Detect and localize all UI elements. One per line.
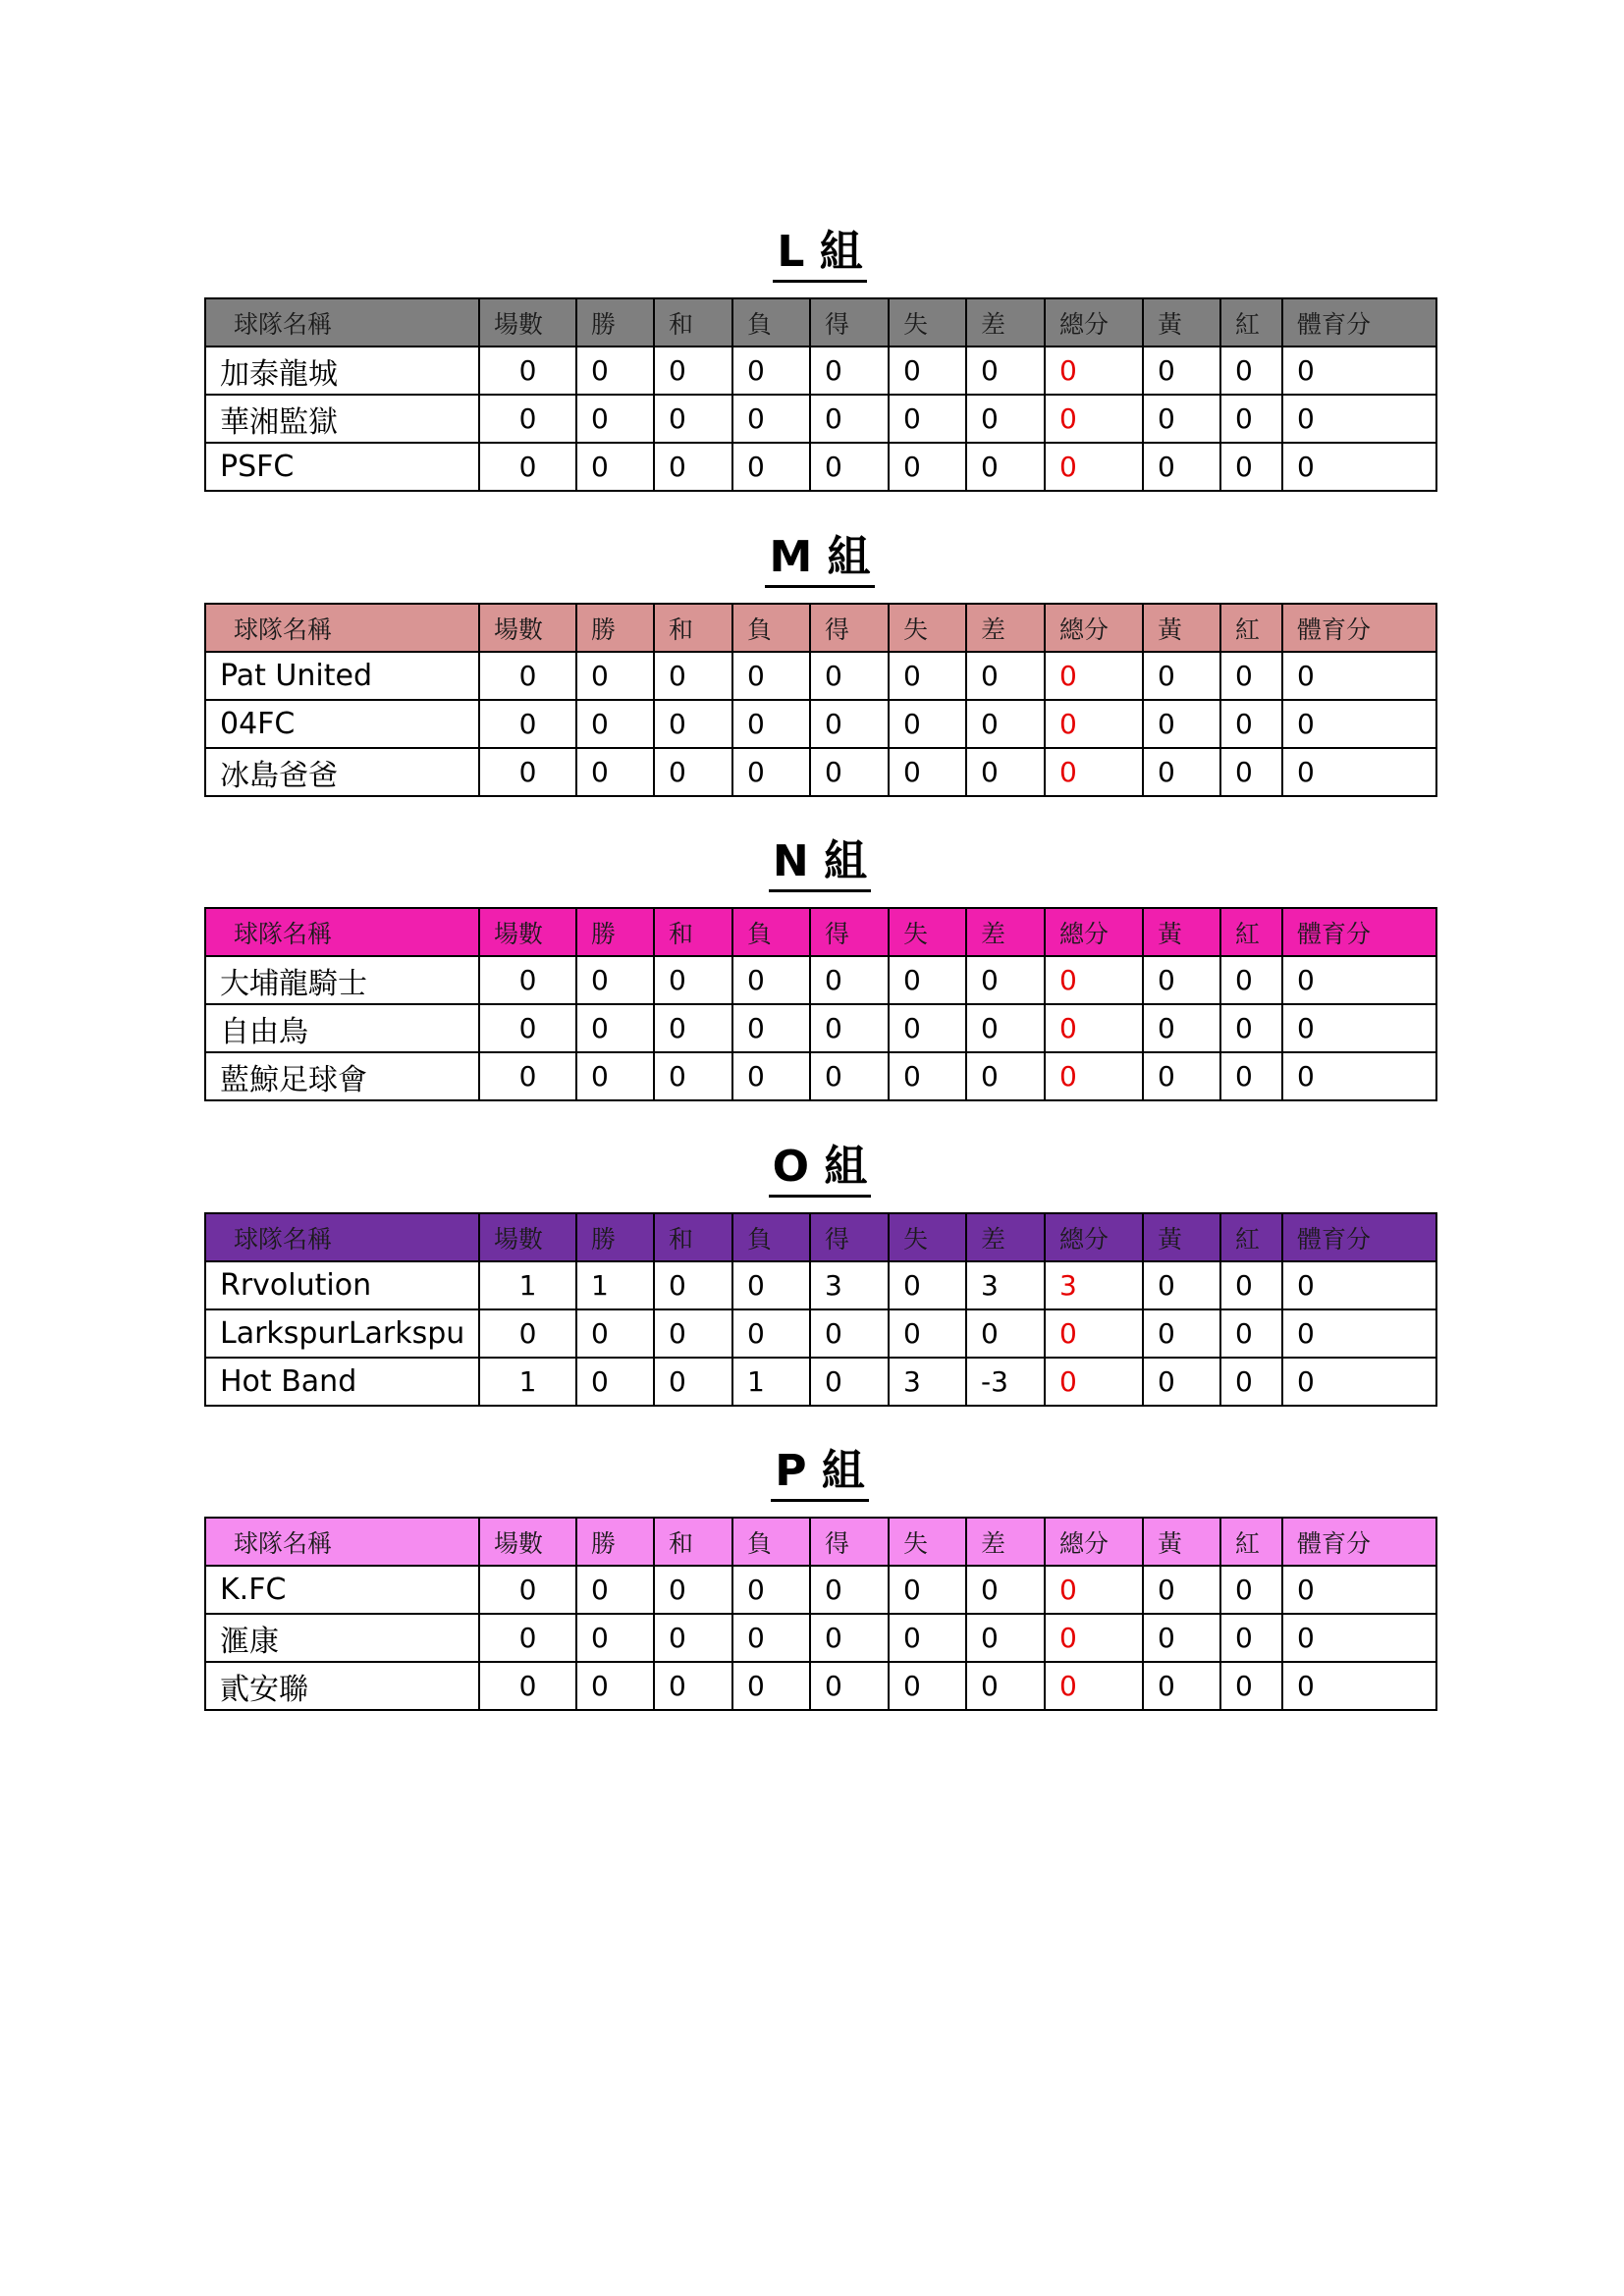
column-header: 勝 [576,1213,654,1261]
stat-cell: 0 [576,443,654,491]
group-title [204,830,1435,893]
stat-cell: 0 [1143,1358,1220,1406]
stat-cell: 0 [732,395,810,443]
stat-cell: 0 [1282,395,1436,443]
column-header: 場數 [479,1213,576,1261]
stat-cell: 0 [889,956,966,1004]
column-header: 和 [654,298,732,347]
stat-cell: 0 [810,1614,889,1662]
stat-cell: 0 [576,1004,654,1052]
stat-cell: 0 [966,1309,1045,1358]
stat-cell: 3 [810,1261,889,1309]
column-header: 差 [966,1213,1045,1261]
stat-cell: 0 [732,1004,810,1052]
column-header: 體育分 [1282,298,1436,347]
stat-cell: 0 [810,748,889,796]
stat-cell: 0 [732,1261,810,1309]
column-header: 和 [654,604,732,652]
column-header: 體育分 [1282,1518,1436,1566]
stat-cell: 1 [576,1261,654,1309]
group-title-text: P 組 [771,1444,869,1502]
column-header: 球隊名稱 [205,1213,479,1261]
stat-cell: 0 [732,1662,810,1710]
standings-table [204,1517,1437,1711]
column-header: 紅 [1220,1518,1282,1566]
column-header: 總分 [1045,298,1143,347]
column-header: 紅 [1220,604,1282,652]
column-header: 紅 [1220,1213,1282,1261]
stat-cell: 0 [479,748,576,796]
column-header: 負 [732,604,810,652]
table-row [205,443,1436,491]
total-points-cell: 0 [1045,443,1143,491]
team-name: 04FC [205,700,479,748]
stat-cell: 0 [654,1309,732,1358]
standings-table [204,603,1437,797]
column-header: 得 [810,1518,889,1566]
stat-cell: 0 [576,652,654,700]
stat-cell: 0 [889,652,966,700]
stat-cell: 0 [889,748,966,796]
total-points-cell: 0 [1045,395,1143,443]
standings-table [204,907,1437,1101]
column-header: 得 [810,604,889,652]
column-header: 失 [889,1518,966,1566]
stat-cell: 0 [889,395,966,443]
column-header: 總分 [1045,908,1143,956]
stat-cell: 0 [966,1052,1045,1100]
group-title [204,1440,1435,1503]
table-row [205,1358,1436,1406]
table-row [205,347,1436,395]
stat-cell: 0 [654,748,732,796]
stat-cell: 0 [889,1004,966,1052]
stat-cell: 0 [810,1004,889,1052]
stat-cell: 0 [479,1309,576,1358]
column-header: 體育分 [1282,1213,1436,1261]
stat-cell: 0 [1143,347,1220,395]
stat-cell: 0 [810,443,889,491]
stat-cell: 0 [576,1052,654,1100]
stat-cell: 0 [966,347,1045,395]
column-header: 場數 [479,1518,576,1566]
stat-cell: 0 [576,700,654,748]
table-row [205,1662,1436,1710]
stat-cell: 0 [576,1358,654,1406]
column-header: 勝 [576,604,654,652]
total-points-cell: 3 [1045,1261,1143,1309]
table-row [205,748,1436,796]
stat-cell: 0 [654,347,732,395]
column-header: 黃 [1143,604,1220,652]
stat-cell: 0 [732,443,810,491]
column-header: 失 [889,604,966,652]
table-header-row [205,604,1436,652]
column-header: 負 [732,1213,810,1261]
total-points-cell: 0 [1045,1566,1143,1614]
stat-cell: 0 [1282,700,1436,748]
total-points-cell: 0 [1045,1614,1143,1662]
stat-cell: 0 [810,347,889,395]
stat-cell: 0 [654,1261,732,1309]
stat-cell: 0 [654,1052,732,1100]
stat-cell: 0 [479,700,576,748]
column-header: 球隊名稱 [205,298,479,347]
stat-cell: 0 [732,1309,810,1358]
team-name: 大埔龍騎士 [205,956,479,1004]
group-title-text: M 組 [765,530,874,588]
stat-cell: 0 [576,1566,654,1614]
table-row [205,700,1436,748]
column-header: 勝 [576,908,654,956]
stat-cell: 0 [654,1662,732,1710]
stat-cell: 0 [1282,1004,1436,1052]
stat-cell: 0 [810,1662,889,1710]
stat-cell: 0 [1282,748,1436,796]
column-header: 勝 [576,1518,654,1566]
group-title-text: L 組 [773,225,866,283]
stat-cell: 1 [479,1261,576,1309]
stat-cell: 1 [479,1358,576,1406]
stat-cell: 0 [889,1662,966,1710]
total-points-cell: 0 [1045,748,1143,796]
stat-cell: 0 [1282,347,1436,395]
stat-cell: 0 [810,1309,889,1358]
stat-cell: 0 [1220,652,1282,700]
group-title-text: N 組 [769,834,871,892]
stat-cell: 0 [654,1004,732,1052]
column-header: 場數 [479,298,576,347]
stat-cell: 0 [479,347,576,395]
stat-cell: 0 [1143,700,1220,748]
stat-cell: 0 [966,956,1045,1004]
stat-cell: 0 [889,1614,966,1662]
stat-cell: 0 [1143,1261,1220,1309]
stat-cell: 0 [889,347,966,395]
stat-cell: 0 [1143,443,1220,491]
stat-cell: 0 [732,956,810,1004]
column-header: 紅 [1220,298,1282,347]
stat-cell: 0 [810,395,889,443]
table-row [205,1309,1436,1358]
stat-cell: 0 [1143,1614,1220,1662]
stat-cell: 0 [810,1052,889,1100]
stat-cell: 0 [576,1614,654,1662]
total-points-cell: 0 [1045,1309,1143,1358]
stat-cell: 0 [576,347,654,395]
column-header: 失 [889,1213,966,1261]
stat-cell: 0 [654,395,732,443]
table-row [205,395,1436,443]
stat-cell: 0 [810,956,889,1004]
total-points-cell: 0 [1045,700,1143,748]
stat-cell: 0 [966,748,1045,796]
stat-cell: -3 [966,1358,1045,1406]
stat-cell: 0 [1282,1261,1436,1309]
table-row [205,1261,1436,1309]
table-row [205,956,1436,1004]
stat-cell: 0 [1220,1566,1282,1614]
stat-cell: 0 [1143,395,1220,443]
stat-cell: 0 [1143,1566,1220,1614]
table-header-row [205,908,1436,956]
stat-cell: 0 [1220,700,1282,748]
column-header: 得 [810,298,889,347]
total-points-cell: 0 [1045,1662,1143,1710]
stat-cell: 0 [810,1566,889,1614]
stat-cell: 0 [966,1004,1045,1052]
column-header: 差 [966,908,1045,956]
stat-cell: 0 [1282,1566,1436,1614]
column-header: 紅 [1220,908,1282,956]
column-header: 黃 [1143,1213,1220,1261]
stat-cell: 0 [479,1614,576,1662]
stat-cell: 0 [479,1004,576,1052]
stat-cell: 0 [576,956,654,1004]
stat-cell: 0 [810,652,889,700]
stat-cell: 0 [732,748,810,796]
column-header: 場數 [479,908,576,956]
column-header: 負 [732,1518,810,1566]
stat-cell: 0 [1143,1662,1220,1710]
group-title [204,221,1435,284]
table-row [205,652,1436,700]
stat-cell: 0 [576,395,654,443]
total-points-cell: 0 [1045,1052,1143,1100]
stat-cell: 0 [1220,1052,1282,1100]
stat-cell: 0 [654,652,732,700]
group-title [204,1136,1435,1199]
stat-cell: 0 [1282,652,1436,700]
team-name: LarkspurLarkspu [205,1309,479,1358]
column-header: 負 [732,298,810,347]
team-name: 華湘監獄 [205,395,479,443]
stat-cell: 3 [966,1261,1045,1309]
stat-cell: 0 [732,347,810,395]
standings-table [204,297,1437,492]
total-points-cell: 0 [1045,1358,1143,1406]
column-header: 總分 [1045,1518,1143,1566]
table-header-row [205,298,1436,347]
stat-cell: 0 [1282,443,1436,491]
stat-cell: 0 [810,700,889,748]
column-header: 失 [889,908,966,956]
stat-cell: 0 [1282,956,1436,1004]
column-header: 體育分 [1282,908,1436,956]
team-name: 滙康 [205,1614,479,1662]
team-name: Rrvolution [205,1261,479,1309]
stat-cell: 0 [479,443,576,491]
stat-cell: 0 [576,1662,654,1710]
standings-table [204,1212,1437,1407]
stat-cell: 0 [1220,1004,1282,1052]
stat-cell: 0 [1220,1662,1282,1710]
stat-cell: 0 [479,1052,576,1100]
column-header: 和 [654,1213,732,1261]
team-name: 自由鳥 [205,1004,479,1052]
table-header-row [205,1213,1436,1261]
stat-cell: 0 [889,1261,966,1309]
column-header: 差 [966,1518,1045,1566]
stat-cell: 0 [889,1566,966,1614]
stat-cell: 0 [966,652,1045,700]
stat-cell: 0 [1220,748,1282,796]
stat-cell: 0 [1282,1662,1436,1710]
stat-cell: 0 [479,395,576,443]
stat-cell: 0 [810,1358,889,1406]
stat-cell: 0 [1220,1309,1282,1358]
total-points-cell: 0 [1045,347,1143,395]
stat-cell: 0 [654,443,732,491]
column-header: 勝 [576,298,654,347]
column-header: 差 [966,604,1045,652]
stat-cell: 0 [479,1662,576,1710]
total-points-cell: 0 [1045,956,1143,1004]
stat-cell: 3 [889,1358,966,1406]
column-header: 球隊名稱 [205,604,479,652]
table-row [205,1004,1436,1052]
stat-cell: 0 [1220,347,1282,395]
stat-cell: 0 [654,1358,732,1406]
table-row [205,1052,1436,1100]
total-points-cell: 0 [1045,1004,1143,1052]
stat-cell: 0 [654,1566,732,1614]
column-header: 差 [966,298,1045,347]
team-name: Hot Band [205,1358,479,1406]
stat-cell: 0 [1220,1261,1282,1309]
column-header: 和 [654,908,732,956]
stat-cell: 0 [1143,1004,1220,1052]
column-header: 球隊名稱 [205,1518,479,1566]
table-row [205,1566,1436,1614]
stat-cell: 0 [889,443,966,491]
group-title [204,526,1435,589]
stat-cell: 0 [1143,748,1220,796]
stat-cell: 0 [732,700,810,748]
stat-cell: 0 [732,652,810,700]
column-header: 黃 [1143,298,1220,347]
team-name: 加泰龍城 [205,347,479,395]
column-header: 黃 [1143,1518,1220,1566]
stat-cell: 0 [1143,652,1220,700]
column-header: 總分 [1045,604,1143,652]
stat-cell: 0 [1282,1309,1436,1358]
stat-cell: 0 [889,1309,966,1358]
stat-cell: 0 [889,1052,966,1100]
stat-cell: 0 [479,956,576,1004]
column-header: 黃 [1143,908,1220,956]
column-header: 得 [810,1213,889,1261]
total-points-cell: 0 [1045,652,1143,700]
column-header: 負 [732,908,810,956]
stat-cell: 0 [1220,956,1282,1004]
group-title-text: O 組 [769,1140,872,1198]
table-row [205,1614,1436,1662]
column-header: 失 [889,298,966,347]
stat-cell: 0 [966,443,1045,491]
column-header: 球隊名稱 [205,908,479,956]
stat-cell: 0 [966,1566,1045,1614]
stat-cell: 0 [1143,1309,1220,1358]
stat-cell: 0 [576,1309,654,1358]
stat-cell: 0 [654,956,732,1004]
stat-cell: 0 [966,1614,1045,1662]
column-header: 得 [810,908,889,956]
column-header: 場數 [479,604,576,652]
stat-cell: 0 [889,700,966,748]
stat-cell: 1 [732,1358,810,1406]
stat-cell: 0 [576,748,654,796]
stat-cell: 0 [966,700,1045,748]
stat-cell: 0 [1220,443,1282,491]
stat-cell: 0 [479,652,576,700]
stat-cell: 0 [1143,956,1220,1004]
team-name: PSFC [205,443,479,491]
stat-cell: 0 [732,1614,810,1662]
column-header: 總分 [1045,1213,1143,1261]
stat-cell: 0 [1282,1614,1436,1662]
stat-cell: 0 [654,1614,732,1662]
stat-cell: 0 [732,1052,810,1100]
stat-cell: 0 [1220,1614,1282,1662]
stat-cell: 0 [1282,1052,1436,1100]
team-name: K.FC [205,1566,479,1614]
column-header: 體育分 [1282,604,1436,652]
stat-cell: 0 [966,1662,1045,1710]
team-name: 貳安聯 [205,1662,479,1710]
table-header-row [205,1518,1436,1566]
stat-cell: 0 [1220,1358,1282,1406]
team-name: 冰島爸爸 [205,748,479,796]
stat-cell: 0 [966,395,1045,443]
team-name: Pat United [205,652,479,700]
stat-cell: 0 [1143,1052,1220,1100]
column-header: 和 [654,1518,732,1566]
stat-cell: 0 [1282,1358,1436,1406]
stat-cell: 0 [1220,395,1282,443]
stat-cell: 0 [654,700,732,748]
team-name: 藍鯨足球會 [205,1052,479,1100]
stat-cell: 0 [479,1566,576,1614]
stat-cell: 0 [732,1566,810,1614]
